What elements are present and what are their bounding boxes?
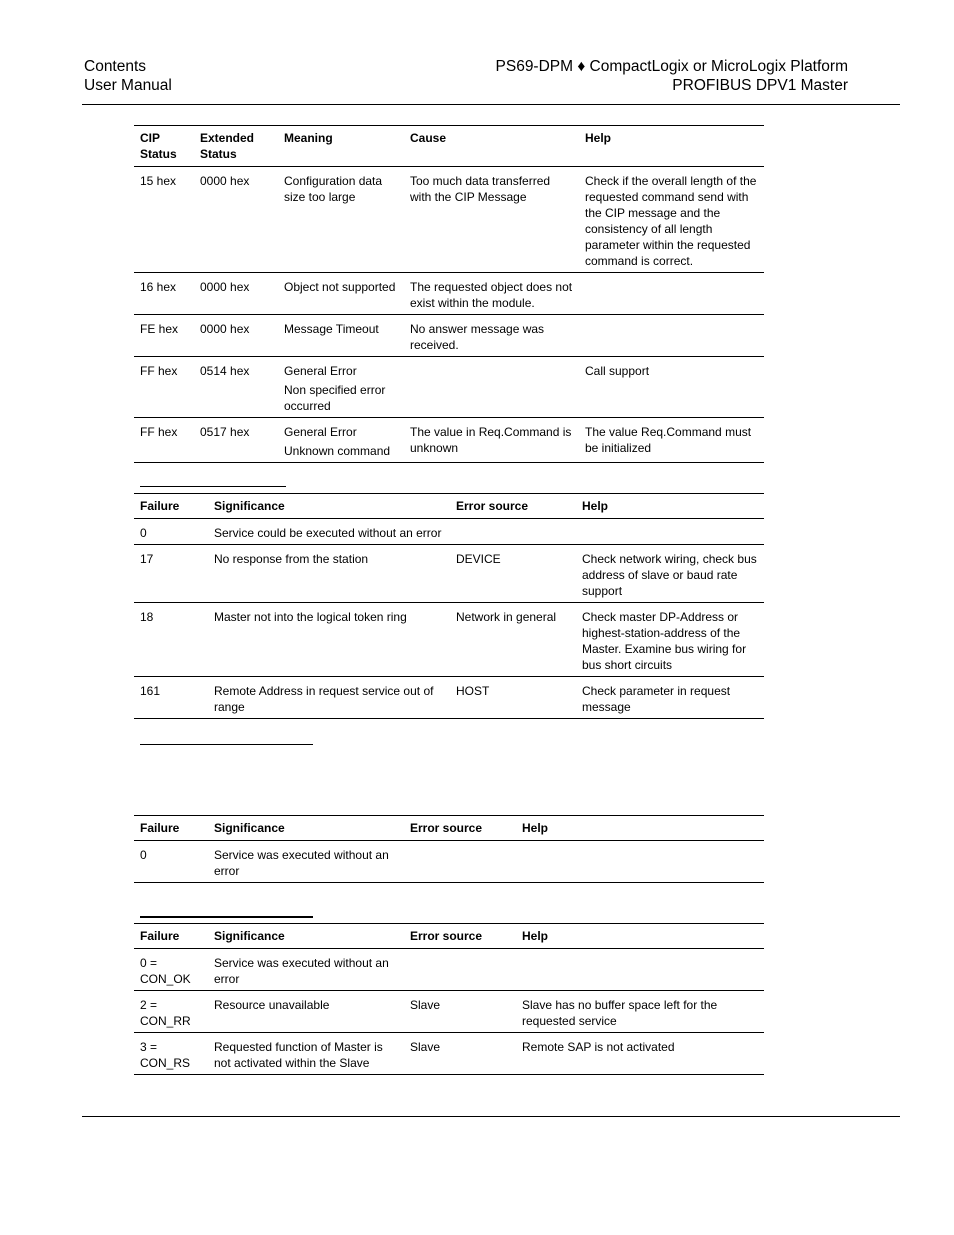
header-section-title: Contents bbox=[84, 58, 147, 75]
footer-divider bbox=[82, 1116, 900, 1117]
error-source-cell: Network in general bbox=[456, 610, 557, 624]
column-header: Significance bbox=[214, 821, 285, 835]
cause-cell: Too much data transferred with the CIP Message bbox=[410, 174, 551, 204]
table-header-row bbox=[134, 494, 764, 519]
table-row bbox=[134, 167, 764, 273]
section-divider bbox=[140, 916, 313, 918]
table-row bbox=[134, 418, 764, 463]
meaning-cell: Configuration data size too large bbox=[284, 174, 383, 204]
column-header: Help bbox=[522, 929, 549, 943]
cause-cell bbox=[404, 357, 579, 418]
help-cell bbox=[516, 949, 764, 991]
header-left bbox=[84, 57, 172, 95]
column-header: Error source bbox=[410, 821, 483, 835]
significance-cell: Master not into the logical token ring bbox=[214, 610, 407, 624]
extended-status-cell: 0000 hex bbox=[200, 280, 250, 294]
help-cell bbox=[516, 841, 764, 883]
help-cell: The value Req.Command must be initialized bbox=[585, 425, 752, 455]
table-row bbox=[134, 677, 764, 719]
failure-table-service bbox=[134, 815, 764, 883]
meaning-cell: Message Timeout bbox=[284, 322, 379, 336]
significance-cell: Requested function of Master is not activated within the Slave bbox=[214, 1040, 383, 1070]
header-product-subtitle: PROFIBUS DPV1 Master bbox=[672, 77, 848, 94]
meaning-cell bbox=[278, 418, 404, 463]
column-header: Failure bbox=[140, 929, 180, 943]
column-header: Meaning bbox=[284, 131, 333, 145]
failure-table-con bbox=[134, 923, 764, 1075]
help-cell: Check master DP-Address or highest-station-address of the Master. Examine bus wiring for bus short circuits bbox=[582, 610, 747, 672]
failure-cell: 18 bbox=[140, 610, 154, 624]
error-source-cell: Slave bbox=[410, 1040, 441, 1054]
table-row bbox=[134, 991, 764, 1033]
failure-cell: 17 bbox=[140, 552, 154, 566]
significance-cell: Service was executed without an error bbox=[214, 848, 389, 878]
cip-status-table bbox=[134, 125, 764, 463]
table-row bbox=[134, 545, 764, 603]
header-product-title: PS69-DPM ♦ CompactLogix or MicroLogix Platform bbox=[495, 58, 848, 75]
cip-status-cell: FE hex bbox=[140, 322, 179, 336]
cause-cell: The value in Req.Command is unknown bbox=[410, 425, 572, 455]
section-divider bbox=[140, 486, 286, 487]
table-row bbox=[134, 315, 764, 357]
table-header-row bbox=[134, 816, 764, 841]
help-cell: Slave has no buffer space left for the requested service bbox=[522, 998, 718, 1028]
error-source-cell bbox=[404, 841, 516, 883]
failure-cell: 0 bbox=[140, 526, 147, 540]
table-row bbox=[134, 949, 764, 991]
column-header: Help bbox=[522, 821, 549, 835]
help-cell: Check network wiring, check bus address of slave or baud rate support bbox=[582, 552, 757, 598]
table-row bbox=[134, 357, 764, 418]
table-row bbox=[134, 841, 764, 883]
failure-cell: 3 = CON_RS bbox=[140, 1040, 191, 1070]
help-cell bbox=[579, 315, 764, 357]
significance-cell: Service was executed without an error bbox=[214, 956, 389, 986]
error-source-cell bbox=[404, 949, 516, 991]
cip-status-cell: FF hex bbox=[140, 425, 178, 439]
cip-status-cell: FF hex bbox=[140, 364, 178, 378]
column-header: Significance bbox=[214, 499, 285, 513]
meaning-detail: Unknown command bbox=[284, 444, 391, 458]
section-divider bbox=[140, 744, 313, 745]
cause-cell: No answer message was received. bbox=[410, 322, 545, 352]
meaning-text: General Error bbox=[284, 364, 357, 378]
meaning-cell: Object not supported bbox=[284, 280, 396, 294]
extended-status-cell: 0517 hex bbox=[200, 425, 250, 439]
failure-cell: 2 = CON_RR bbox=[140, 998, 191, 1028]
table-row bbox=[134, 519, 764, 545]
error-source-cell: HOST bbox=[456, 684, 490, 698]
column-header: Help bbox=[585, 131, 612, 145]
significance-cell: Service could be executed without an error bbox=[214, 526, 442, 540]
column-header: Significance bbox=[214, 929, 285, 943]
column-header: CIP Status bbox=[140, 131, 177, 161]
help-cell: Check parameter in request message bbox=[582, 684, 731, 714]
header-divider bbox=[82, 104, 900, 105]
cause-cell: The requested object does not exist within the module. bbox=[410, 280, 573, 310]
help-cell: Remote SAP is not activated bbox=[522, 1040, 675, 1054]
header-doc-type: User Manual bbox=[84, 77, 172, 94]
error-source-cell: DEVICE bbox=[456, 552, 501, 566]
table-row bbox=[134, 273, 764, 315]
failure-cell: 161 bbox=[140, 684, 161, 698]
meaning-detail: Non specified error occurred bbox=[284, 383, 386, 413]
table-header-row bbox=[134, 924, 764, 949]
extended-status-cell: 0000 hex bbox=[200, 322, 250, 336]
column-header: Cause bbox=[410, 131, 447, 145]
column-header: Extended Status bbox=[200, 131, 255, 161]
failure-table-dp bbox=[134, 493, 764, 719]
column-header: Error source bbox=[456, 499, 529, 513]
column-header: Error source bbox=[410, 929, 483, 943]
help-cell: Call support bbox=[585, 364, 650, 378]
table-header-row bbox=[134, 126, 764, 167]
meaning-cell bbox=[278, 357, 404, 418]
column-header: Failure bbox=[140, 821, 180, 835]
significance-cell: Resource unavailable bbox=[214, 998, 330, 1012]
significance-cell: No response from the station bbox=[214, 552, 369, 566]
column-header: Help bbox=[582, 499, 609, 513]
help-cell bbox=[579, 273, 764, 315]
cip-status-cell: 16 hex bbox=[140, 280, 177, 294]
table-row bbox=[134, 603, 764, 677]
error-source-cell: Slave bbox=[410, 998, 441, 1012]
meaning-text: General Error bbox=[284, 425, 357, 439]
help-cell: Check if the overall length of the requested command send with the CIP message and the consistency of all length parameter within the requested command is correct. bbox=[585, 174, 757, 268]
extended-status-cell: 0000 hex bbox=[200, 174, 250, 188]
significance-cell: Remote Address in request service out of range bbox=[214, 684, 434, 714]
extended-status-cell: 0514 hex bbox=[200, 364, 250, 378]
cip-status-cell: 15 hex bbox=[140, 174, 177, 188]
table-row bbox=[134, 1033, 764, 1075]
failure-cell: 0 = CON_OK bbox=[140, 956, 191, 986]
failure-cell: 0 bbox=[140, 848, 147, 862]
column-header: Failure bbox=[140, 499, 180, 513]
header-right bbox=[496, 57, 848, 95]
